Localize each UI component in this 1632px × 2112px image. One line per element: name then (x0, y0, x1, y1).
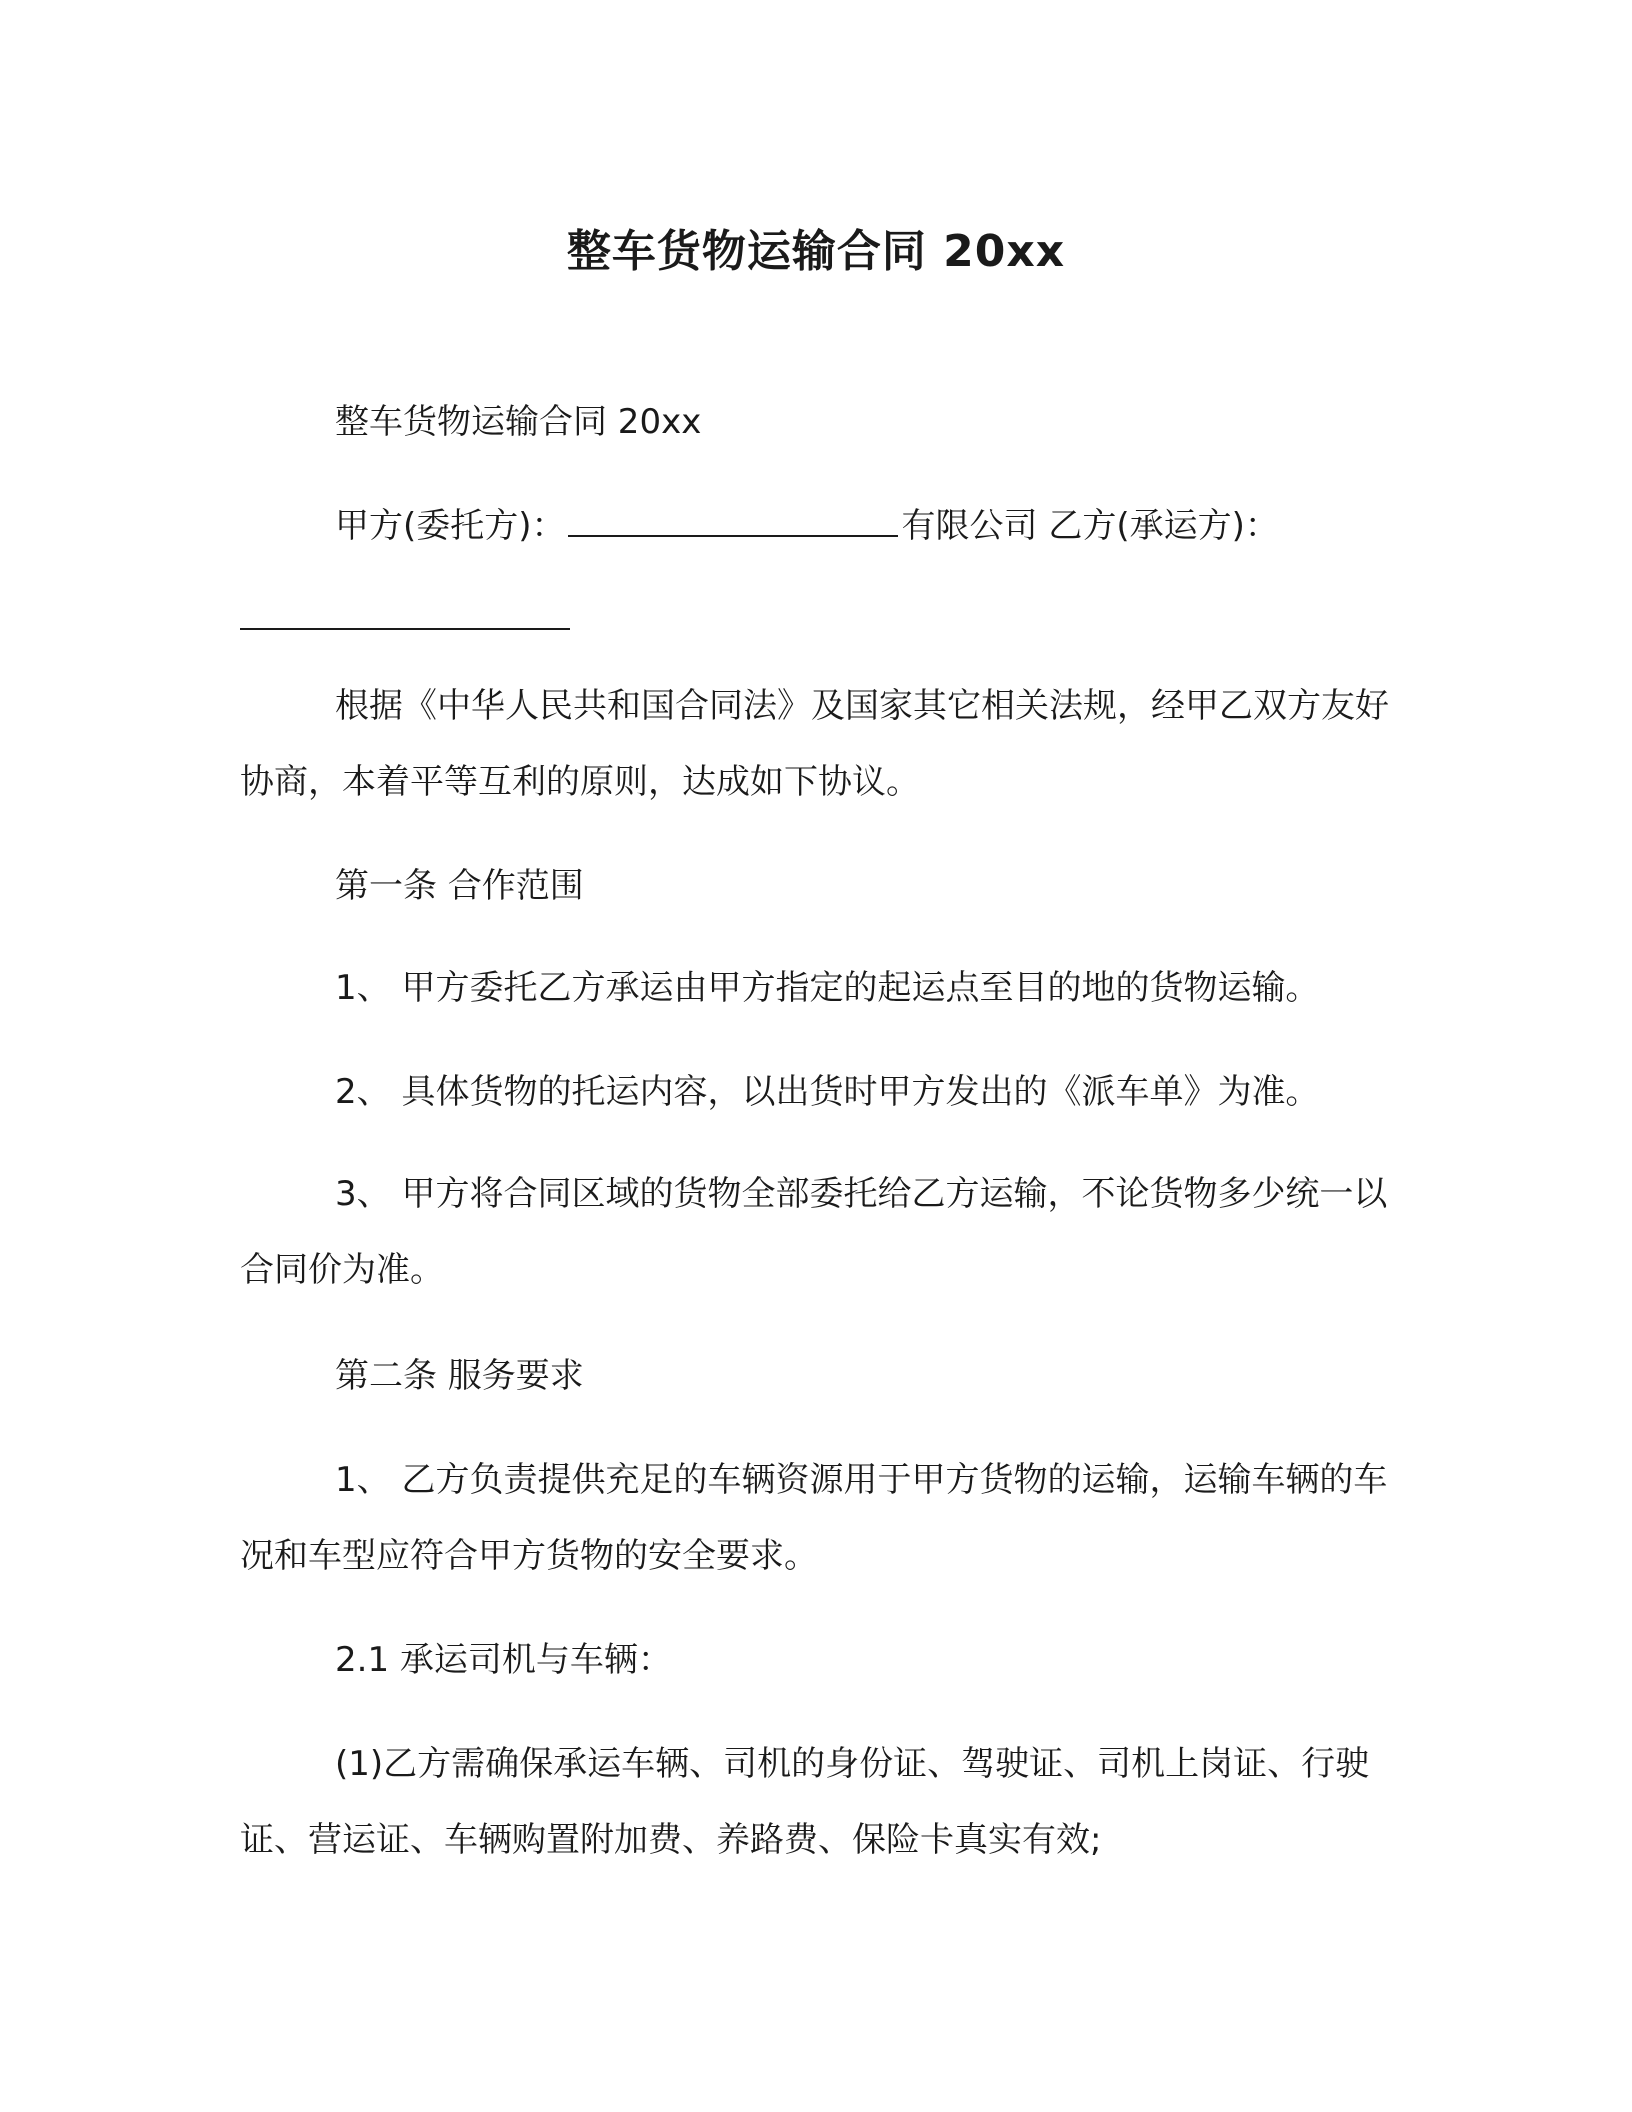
party-a-blank (568, 505, 898, 537)
party-b-blank (240, 598, 570, 630)
article1-item3: 3、 甲方将合同区域的货物全部委托给乙方运输，不论货物多少统一以合同价为准。 (240, 1174, 1388, 1290)
article2-heading: 第二条 服务要求 (335, 1356, 584, 1396)
party-a-suffix: 有限公司 乙方(承运方)： (901, 506, 1279, 546)
document-subtitle: 整车货物运输合同 20xx (335, 402, 702, 442)
party-a-label: 甲方(委托方)： (335, 506, 566, 546)
intro-paragraph: 根据《中华人民共和国合同法》及国家其它相关法规，经甲乙双方友好协商，本着平等互利的原则，达成如下协议。 (240, 686, 1389, 802)
article1-item2: 2、 具体货物的托运内容，以出货时甲方发出的《派车单》为准。 (335, 1072, 1320, 1112)
article2-sub1-item1: (1)乙方需确保承运车辆、司机的身份证、驾驶证、司机上岗证、行驶证、营运证、车辆购置附加费、养路费、保险卡真实有效; (240, 1744, 1370, 1860)
party-line (240, 488, 1390, 564)
article1-heading: 第一条 合作范围 (335, 866, 584, 906)
article2-sub1: 2.1 承运司机与车辆： (335, 1640, 672, 1680)
party-b-blank-row (240, 594, 570, 644)
article1-item1: 1、 甲方委托乙方承运由甲方指定的起运点至目的地的货物运输。 (335, 968, 1320, 1008)
article2-item1: 1、 乙方负责提供充足的车辆资源用于甲方货物的运输，运输车辆的车况和车型应符合甲方货物的安全要求。 (240, 1460, 1388, 1576)
document-title: 整车货物运输合同 20xx (566, 226, 1066, 277)
